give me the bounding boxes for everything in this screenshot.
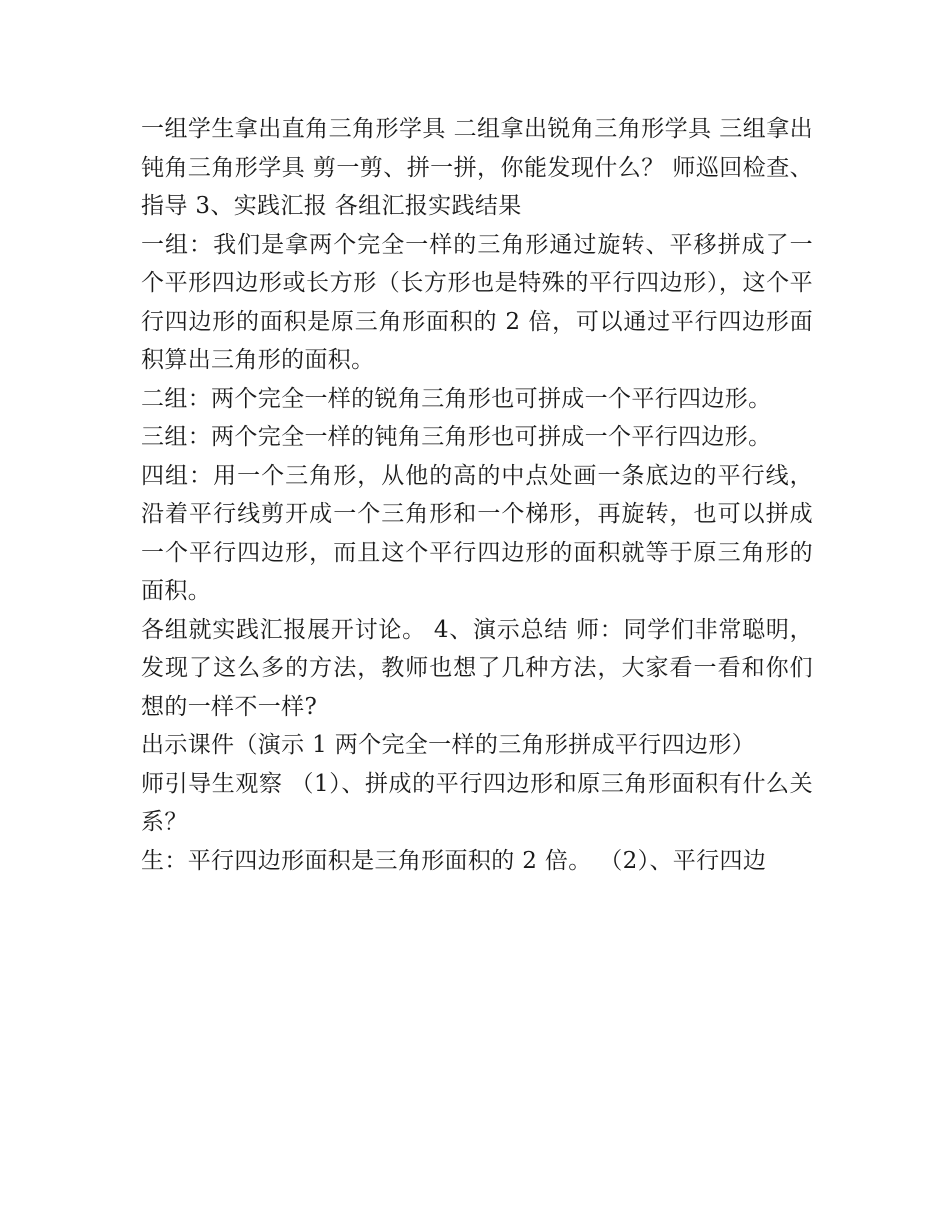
paragraph-courseware-demo: 出示课件（演示 1 两个完全一样的三角形拼成平行四边形） [141, 732, 756, 758]
paragraph-group-two-report: 二组：两个完全一样的锐角三角形也可拼成一个平行四边形。 [141, 385, 772, 412]
paragraph-teacher-guidance: 师引导生观察 （1）、拼成的平行四边形和原三角形面积有什么关系？ [141, 770, 813, 835]
paragraph-discussion-summary: 各组就实践汇报展开讨论。 4、演示总结 师：同学们非常聪明，发现了这么多的方法，教师也想了几种方法，大家看一看和你们想的一样不一样? [141, 616, 813, 720]
paragraph-student-answer: 生：平行四边形面积是三角形面积的 2 倍。 （2）、平行四边 [141, 847, 767, 874]
paragraph-group-activity: 一组学生拿出直角三角形学具 二组拿出锐角三角形学具 三组拿出钝角三角形学具 剪一剪、拼一拼，你能发现什么？ 师巡回检查、指导 3、实践汇报 各组汇报实践结果 [141, 116, 813, 219]
paragraph-group-one-report: 一组：我们是拿两个完全一样的三角形通过旋转、平移拼成了一个平形四边形或长方形（长方形也是特殊的平行四边形），这个平行四边形的面积是原三角形面积的 2 倍，可以通过平行四边形面积算出三角形的面积。 [141, 231, 813, 373]
document-body [141, 110, 813, 880]
paragraph-group-four-report: 四组：用一个三角形，从他的高的中点处画一条底边的平行线，沿着平行线剪开成一个三角形和一个梯形，再旋转，也可以拼成一个平行四边形，而且这个平行四边形的面积就等于原三角形的面积。 [141, 462, 813, 604]
paragraph-group-three-report: 三组：两个完全一样的钝角三角形也可拼成一个平行四边形。 [141, 424, 772, 450]
